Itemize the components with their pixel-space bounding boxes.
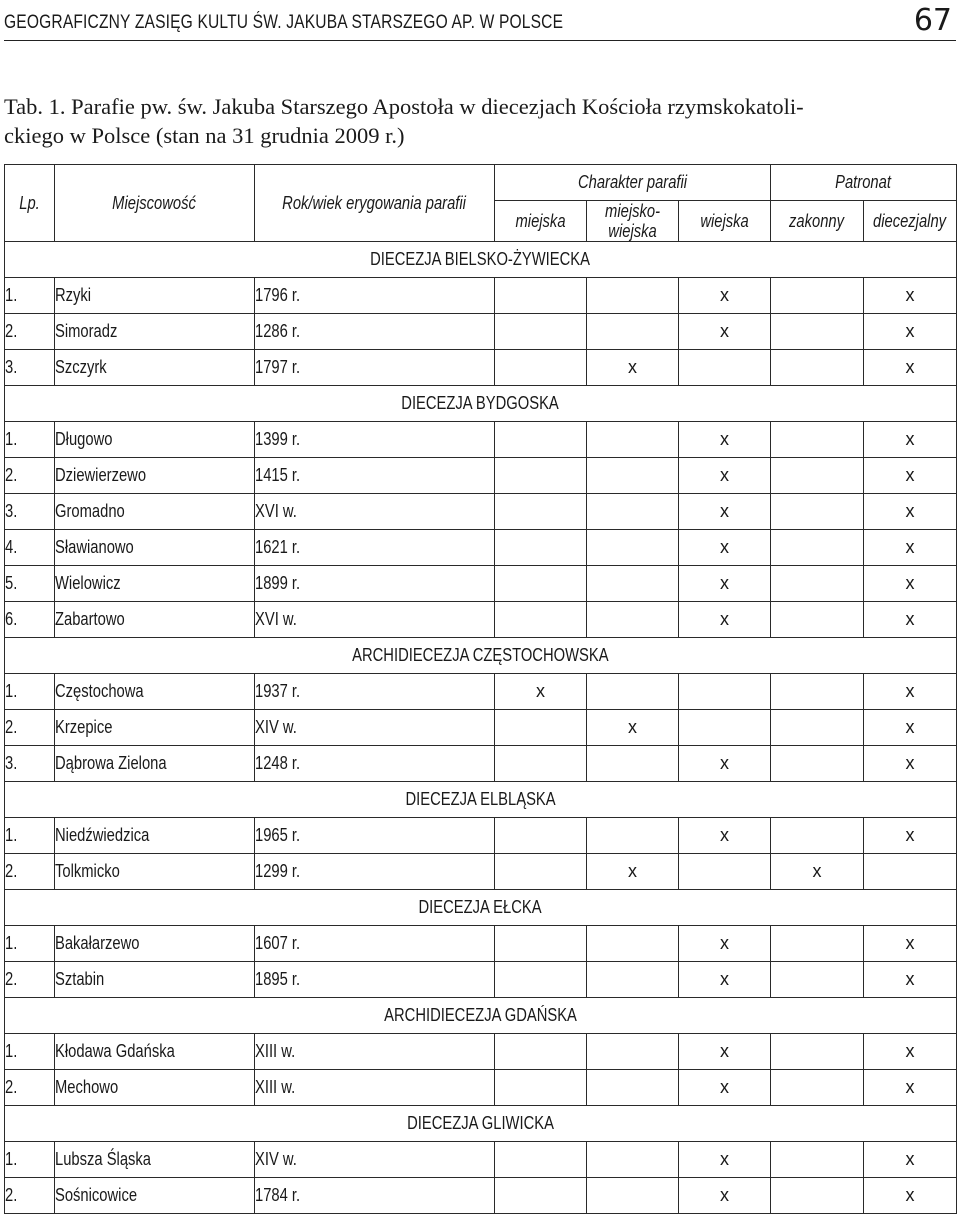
column-header-mixed	[587, 201, 679, 242]
cell-year: 1899 r.	[255, 566, 495, 602]
table-row	[5, 926, 957, 962]
cell-order	[771, 674, 864, 710]
cell-diocesan: x	[864, 278, 957, 314]
cell-lp: 2.	[5, 962, 55, 998]
cell-urban	[495, 854, 587, 890]
cell-year: 1415 r.	[255, 458, 495, 494]
cell-mixed	[587, 746, 679, 782]
section-row	[5, 386, 957, 422]
cell-rural: x	[679, 566, 771, 602]
cell-mixed	[587, 674, 679, 710]
cell-urban	[495, 1034, 587, 1070]
cell-mixed	[587, 1178, 679, 1214]
cell-mixed	[587, 566, 679, 602]
cell-order	[771, 710, 864, 746]
column-header-diocesan: diecezjalny	[864, 201, 957, 242]
column-header-order: zakonny	[771, 201, 864, 242]
cell-place: Lubsza Śląska	[55, 1142, 255, 1178]
mixed-line-1: miejsko-	[605, 201, 660, 221]
table-row	[5, 278, 957, 314]
cell-order	[771, 1070, 864, 1106]
table-row	[5, 530, 957, 566]
cell-year: XIV w.	[255, 1142, 495, 1178]
cell-rural: x	[679, 926, 771, 962]
cell-diocesan: x	[864, 818, 957, 854]
cell-mixed	[587, 422, 679, 458]
column-group-character: Charakter parafii	[495, 165, 771, 201]
cell-rural: x	[679, 962, 771, 998]
column-group-patronage: Patronat	[771, 165, 957, 201]
column-header-urban: miejska	[495, 201, 587, 242]
cell-urban	[495, 458, 587, 494]
cell-urban	[495, 350, 587, 386]
cell-year: 1299 r.	[255, 854, 495, 890]
section-title: ARCHIDIECEZJA GDAŃSKA	[5, 998, 957, 1034]
cell-mixed	[587, 314, 679, 350]
cell-lp: 1.	[5, 818, 55, 854]
cell-urban	[495, 710, 587, 746]
cell-rural: x	[679, 314, 771, 350]
cell-rural	[679, 350, 771, 386]
cell-mixed	[587, 926, 679, 962]
section-row	[5, 782, 957, 818]
cell-year: 1607 r.	[255, 926, 495, 962]
table-row	[5, 422, 957, 458]
table-row	[5, 674, 957, 710]
cell-order	[771, 962, 864, 998]
table-body	[5, 242, 957, 1214]
cell-year: 1796 r.	[255, 278, 495, 314]
cell-order	[771, 1178, 864, 1214]
cell-rural: x	[679, 458, 771, 494]
cell-diocesan: x	[864, 530, 957, 566]
cell-year: XIII w.	[255, 1034, 495, 1070]
cell-order	[771, 350, 864, 386]
table-row	[5, 602, 957, 638]
table-header	[5, 165, 957, 242]
cell-mixed	[587, 1070, 679, 1106]
column-header-lp: Lp.	[5, 165, 55, 242]
cell-rural: x	[679, 1070, 771, 1106]
cell-mixed: x	[587, 854, 679, 890]
cell-place: Mechowo	[55, 1070, 255, 1106]
cell-urban	[495, 746, 587, 782]
cell-diocesan: x	[864, 746, 957, 782]
cell-diocesan: x	[864, 494, 957, 530]
cell-mixed	[587, 962, 679, 998]
cell-rural: x	[679, 1178, 771, 1214]
cell-lp: 2.	[5, 314, 55, 350]
cell-urban	[495, 566, 587, 602]
cell-mixed	[587, 1142, 679, 1178]
running-title: GEOGRAFICZNY ZASIĘG KULTU ŚW. JAKUBA STARSZEGO AP. W POLSCE	[4, 12, 564, 33]
caption-line-1: Tab. 1. Parafie pw. św. Jakuba Starszego Apostoła w diecezjach Kościoła rzymskokatoli-	[4, 94, 804, 119]
section-row	[5, 242, 957, 278]
cell-diocesan: x	[864, 458, 957, 494]
table-row	[5, 314, 957, 350]
cell-place: Gromadno	[55, 494, 255, 530]
cell-mixed	[587, 278, 679, 314]
cell-urban	[495, 314, 587, 350]
cell-diocesan: x	[864, 1034, 957, 1070]
cell-diocesan: x	[864, 314, 957, 350]
cell-urban	[495, 422, 587, 458]
cell-lp: 1.	[5, 1142, 55, 1178]
cell-diocesan: x	[864, 962, 957, 998]
cell-place: Bakałarzewo	[55, 926, 255, 962]
section-row	[5, 1106, 957, 1142]
section-title: DIECEZJA GLIWICKA	[5, 1106, 957, 1142]
cell-year: XVI w.	[255, 602, 495, 638]
cell-urban	[495, 278, 587, 314]
cell-lp: 2.	[5, 854, 55, 890]
cell-place: Dąbrowa Zielona	[55, 746, 255, 782]
cell-mixed	[587, 1034, 679, 1070]
cell-diocesan: x	[864, 1142, 957, 1178]
cell-place: Simoradz	[55, 314, 255, 350]
section-row	[5, 890, 957, 926]
cell-diocesan: x	[864, 710, 957, 746]
cell-urban	[495, 530, 587, 566]
cell-place: Niedźwiedzica	[55, 818, 255, 854]
table-row	[5, 962, 957, 998]
cell-mixed	[587, 818, 679, 854]
cell-rural: x	[679, 422, 771, 458]
cell-lp: 2.	[5, 1070, 55, 1106]
section-title: DIECEZJA BIELSKO-ŻYWIECKA	[5, 242, 957, 278]
cell-diocesan: x	[864, 926, 957, 962]
cell-rural: x	[679, 602, 771, 638]
cell-place: Dziewierzewo	[55, 458, 255, 494]
cell-lp: 3.	[5, 494, 55, 530]
cell-place: Rzyki	[55, 278, 255, 314]
cell-year: 1399 r.	[255, 422, 495, 458]
cell-order	[771, 1034, 864, 1070]
cell-lp: 5.	[5, 566, 55, 602]
cell-urban	[495, 818, 587, 854]
cell-year: 1895 r.	[255, 962, 495, 998]
cell-order	[771, 314, 864, 350]
cell-lp: 1.	[5, 278, 55, 314]
cell-place: Długowo	[55, 422, 255, 458]
cell-order	[771, 494, 864, 530]
cell-mixed	[587, 458, 679, 494]
cell-lp: 1.	[5, 674, 55, 710]
caption-line-2: ckiego w Polsce (stan na 31 grudnia 2009 r.)	[4, 123, 405, 148]
cell-rural	[679, 710, 771, 746]
cell-place: Kłodawa Gdańska	[55, 1034, 255, 1070]
cell-lp: 3.	[5, 746, 55, 782]
cell-lp: 1.	[5, 1034, 55, 1070]
cell-diocesan: x	[864, 674, 957, 710]
table-row	[5, 710, 957, 746]
cell-rural: x	[679, 278, 771, 314]
table-row	[5, 1070, 957, 1106]
cell-year: 1248 r.	[255, 746, 495, 782]
parish-table	[4, 164, 957, 1214]
cell-year: XIV w.	[255, 710, 495, 746]
table-row	[5, 746, 957, 782]
cell-diocesan: x	[864, 1070, 957, 1106]
cell-place: Sośnicowice	[55, 1178, 255, 1214]
table-row	[5, 1034, 957, 1070]
cell-year: 1286 r.	[255, 314, 495, 350]
cell-rural: x	[679, 530, 771, 566]
cell-order	[771, 818, 864, 854]
cell-diocesan: x	[864, 566, 957, 602]
section-row	[5, 998, 957, 1034]
cell-place: Sławianowo	[55, 530, 255, 566]
cell-lp: 6.	[5, 602, 55, 638]
table-row	[5, 1178, 957, 1214]
cell-year: XVI w.	[255, 494, 495, 530]
cell-order	[771, 746, 864, 782]
cell-lp: 1.	[5, 926, 55, 962]
cell-mixed	[587, 530, 679, 566]
cell-order	[771, 458, 864, 494]
cell-diocesan: x	[864, 350, 957, 386]
cell-order	[771, 422, 864, 458]
cell-place: Krzepice	[55, 710, 255, 746]
cell-place: Szczyrk	[55, 350, 255, 386]
cell-urban	[495, 1178, 587, 1214]
cell-order	[771, 1142, 864, 1178]
table-row	[5, 566, 957, 602]
cell-year: 1797 r.	[255, 350, 495, 386]
cell-year: 1784 r.	[255, 1178, 495, 1214]
section-title: DIECEZJA EŁCKA	[5, 890, 957, 926]
cell-mixed	[587, 494, 679, 530]
cell-urban	[495, 962, 587, 998]
column-header-rural: wiejska	[679, 201, 771, 242]
section-title: ARCHIDIECEZJA CZĘSTOCHOWSKA	[5, 638, 957, 674]
cell-place: Częstochowa	[55, 674, 255, 710]
cell-urban	[495, 1142, 587, 1178]
cell-year: 1621 r.	[255, 530, 495, 566]
cell-rural	[679, 854, 771, 890]
cell-lp: 2.	[5, 458, 55, 494]
table-caption	[4, 92, 956, 150]
cell-rural: x	[679, 746, 771, 782]
cell-diocesan: x	[864, 422, 957, 458]
running-head	[4, 0, 956, 41]
cell-urban: x	[495, 674, 587, 710]
cell-year: 1937 r.	[255, 674, 495, 710]
cell-order	[771, 530, 864, 566]
cell-order	[771, 602, 864, 638]
cell-rural: x	[679, 494, 771, 530]
cell-order	[771, 278, 864, 314]
cell-lp: 1.	[5, 422, 55, 458]
cell-year: 1965 r.	[255, 818, 495, 854]
cell-lp: 2.	[5, 1178, 55, 1214]
cell-diocesan: x	[864, 602, 957, 638]
cell-lp: 3.	[5, 350, 55, 386]
section-row	[5, 638, 957, 674]
cell-mixed: x	[587, 350, 679, 386]
cell-urban	[495, 1070, 587, 1106]
table-row	[5, 1142, 957, 1178]
cell-rural: x	[679, 1142, 771, 1178]
cell-year: XIII w.	[255, 1070, 495, 1106]
cell-rural: x	[679, 818, 771, 854]
page-number: 67	[913, 3, 952, 38]
section-title: DIECEZJA BYDGOSKA	[5, 386, 957, 422]
cell-urban	[495, 926, 587, 962]
cell-diocesan	[864, 854, 957, 890]
cell-diocesan: x	[864, 1178, 957, 1214]
cell-order: x	[771, 854, 864, 890]
table-row	[5, 818, 957, 854]
cell-rural	[679, 674, 771, 710]
cell-place: Zabartowo	[55, 602, 255, 638]
cell-order	[771, 926, 864, 962]
cell-urban	[495, 494, 587, 530]
table-row	[5, 350, 957, 386]
mixed-line-2: wiejska	[608, 221, 657, 241]
cell-urban	[495, 602, 587, 638]
table-row	[5, 854, 957, 890]
section-title: DIECEZJA ELBLĄSKA	[5, 782, 957, 818]
cell-mixed: x	[587, 710, 679, 746]
cell-mixed	[587, 602, 679, 638]
cell-lp: 4.	[5, 530, 55, 566]
cell-place: Tolkmicko	[55, 854, 255, 890]
cell-place: Sztabin	[55, 962, 255, 998]
table-row	[5, 458, 957, 494]
column-header-place: Miejscowość	[55, 165, 255, 242]
column-header-year: Rok/wiek erygowania parafii	[255, 165, 495, 242]
cell-place: Wielowicz	[55, 566, 255, 602]
table-row	[5, 494, 957, 530]
cell-rural: x	[679, 1034, 771, 1070]
cell-lp: 2.	[5, 710, 55, 746]
cell-order	[771, 566, 864, 602]
